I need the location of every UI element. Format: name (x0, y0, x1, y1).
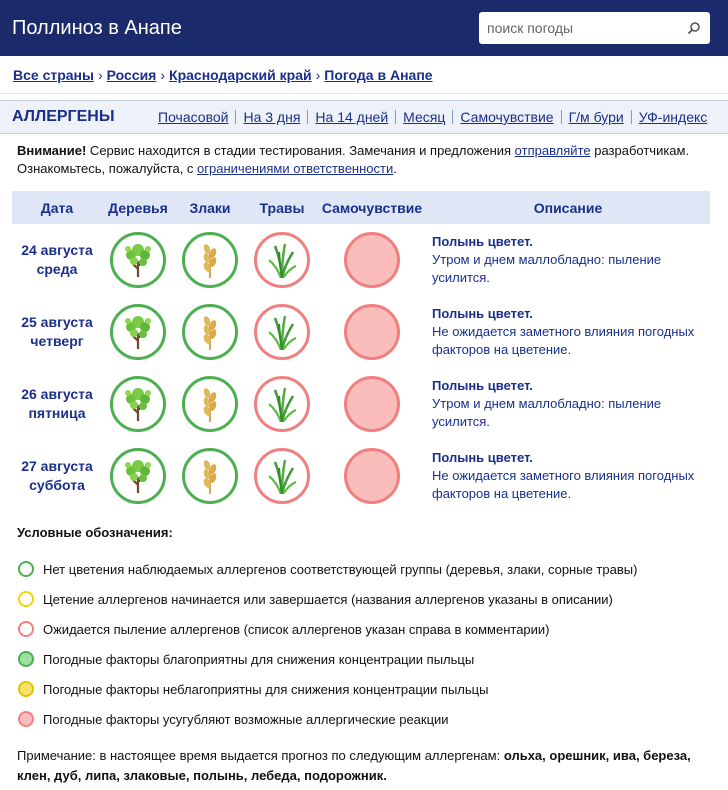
breadcrumb-all-countries[interactable]: Все страны (13, 66, 94, 83)
section-header (0, 100, 728, 134)
wellbeing-indicator (344, 448, 400, 504)
table-row (12, 440, 710, 512)
tab-geomagnetic[interactable]: Г/м бури (561, 110, 631, 124)
row-description: Полынь цветет. Утром и днем маллобладно: пыление усилится. (432, 234, 662, 285)
table-row (12, 224, 710, 296)
yellow-dot-icon (18, 681, 34, 697)
row-description: Полынь цветет. Утром и днем маллобладно: пыление усилится. (432, 378, 662, 429)
tab-14-days[interactable]: На 14 дней (307, 110, 395, 124)
row-date: 25 августа четверг (21, 314, 93, 349)
wellbeing-indicator (344, 376, 400, 432)
tab-wellbeing[interactable]: Самочувствие (452, 110, 560, 124)
grass-icon (254, 376, 310, 432)
breadcrumb-russia[interactable]: Россия (106, 66, 157, 83)
legend-item: Погодные факторы усугубляют возможные аллергические реакции (17, 704, 711, 734)
grain-icon (182, 376, 238, 432)
breadcrumb-weather-anapa[interactable]: Погода в Анапе (324, 66, 433, 83)
header-wellbeing: Самочувствие (321, 199, 423, 216)
red-dot-icon (18, 711, 34, 727)
row-date: 24 августа среда (21, 242, 93, 277)
search-box[interactable] (479, 12, 710, 44)
tab-hourly[interactable]: Почасовой (158, 109, 229, 125)
header-grains: Злаки (189, 199, 231, 216)
green-dot-icon (18, 651, 34, 667)
tree-icon (110, 376, 166, 432)
header-date: Дата (40, 199, 74, 216)
tree-icon (110, 304, 166, 360)
grain-icon (182, 232, 238, 288)
wellbeing-indicator (344, 232, 400, 288)
grass-icon (254, 448, 310, 504)
table-row (12, 368, 710, 440)
wellbeing-indicator (344, 304, 400, 360)
header-description: Описание (533, 199, 603, 216)
table-header (12, 191, 710, 224)
tab-3-days[interactable]: На 3 дня (235, 110, 307, 124)
grass-icon (254, 232, 310, 288)
row-date: 27 августа суббота (21, 458, 93, 493)
grain-icon (182, 304, 238, 360)
allergen-note: Примечание: в настоящее время выдается прогноз по следующим аллергенам: ольха, орешник, ива, береза, клен, дуб, липа, злаковые, полынь, лебеда, подорожник. (17, 748, 691, 783)
legend-item: Погодные факторы неблагоприятны для снижения концентрации пыльцы (17, 674, 711, 704)
legend-item: Ожидается пыление аллергенов (список аллергенов указан справа в комментарии) (17, 614, 711, 644)
red-ring-icon (18, 621, 34, 637)
feedback-link[interactable]: отправляйте (514, 143, 591, 158)
legend-item: Нет цветения наблюдаемых аллергенов соответствующей группы (деревья, злаки, сорные травы) (17, 554, 711, 584)
yellow-ring-icon (18, 591, 34, 607)
table-row (12, 296, 710, 368)
green-ring-icon (18, 561, 34, 577)
search-input[interactable] (487, 20, 667, 36)
allergen-forecast-table (12, 191, 710, 512)
header-grass: Травы (259, 199, 305, 216)
grass-icon (254, 304, 310, 360)
row-date: 26 августа пятница (21, 386, 93, 421)
disclaimer-link[interactable]: ограничениями ответственности (197, 161, 394, 176)
breadcrumb: Все страны › Россия › Краснодарский край › Погода в Анапе (0, 56, 728, 94)
header-trees: Деревья (108, 199, 168, 216)
section-title: АЛЛЕРГЕНЫ (12, 108, 115, 125)
notice: Внимание! Сервис находится в стадии тестирования. Замечания и предложения отправляйте разработчикам. Ознакомьтесь, пожалуйста, с ограничениями ответственности. (17, 143, 690, 176)
forecast-tabs (158, 110, 714, 124)
page-title: Поллиноз в Анапе (12, 16, 182, 39)
legend-title: Условные обозначения: (17, 525, 173, 540)
breadcrumb-region[interactable]: Краснодарский край (169, 66, 312, 83)
row-description: Полынь цветет. Не ожидается заметного влияния погодных факторов на цветение. (432, 306, 695, 357)
row-description: Полынь цветет. Не ожидается заметного влияния погодных факторов на цветение. (432, 450, 695, 501)
tab-month[interactable]: Месяц (395, 110, 452, 124)
legend-item: Погодные факторы благоприятны для снижения концентрации пыльцы (17, 644, 711, 674)
tree-icon (110, 232, 166, 288)
search-icon[interactable] (686, 20, 702, 36)
legend (0, 512, 728, 734)
tab-uv-index[interactable]: УФ-индекс (631, 110, 715, 124)
tree-icon (110, 448, 166, 504)
top-header (0, 0, 728, 56)
legend-item: Цетение аллергенов начинается или завершается (названия аллергенов указаны в описании) (17, 584, 711, 614)
grain-icon (182, 448, 238, 504)
